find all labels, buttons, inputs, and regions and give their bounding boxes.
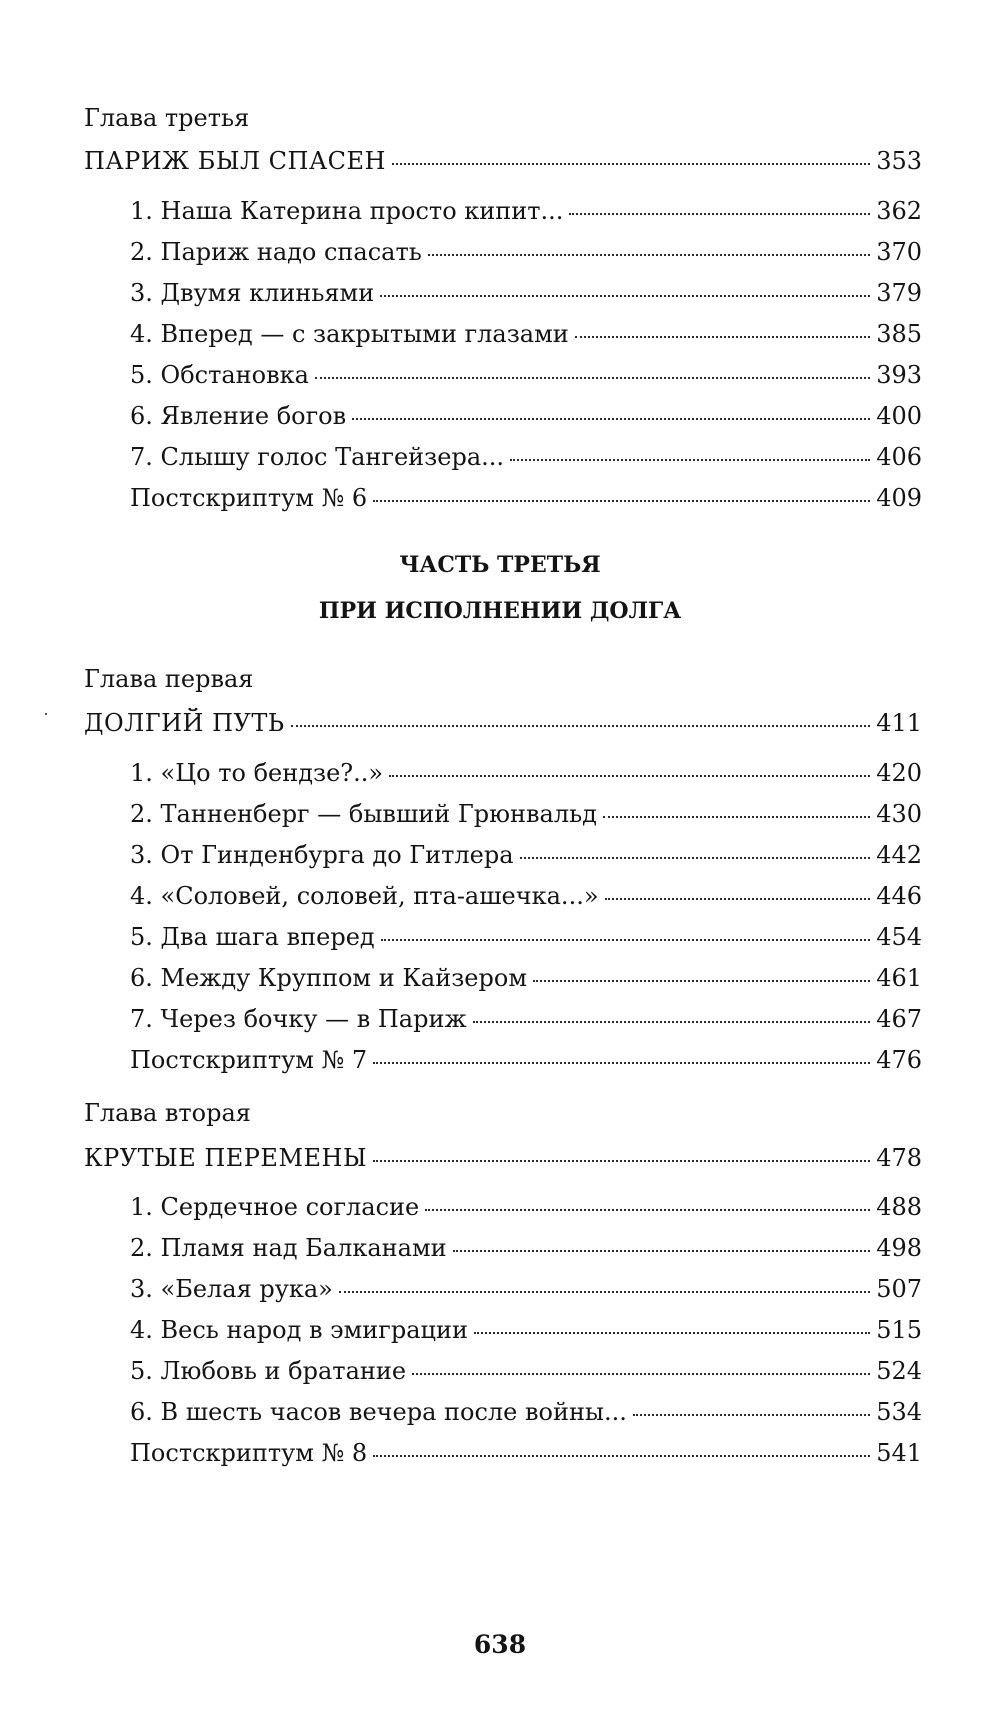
page-number: 638 bbox=[473, 1630, 527, 1659]
toc-row bbox=[130, 1230, 922, 1266]
toc-page-number: 461 bbox=[876, 964, 922, 992]
dot-leader bbox=[339, 1291, 870, 1293]
chapter-label: Глава вторая bbox=[84, 1099, 251, 1127]
toc-item-title: 1. «Цо то бендзе?..» bbox=[130, 759, 384, 787]
toc-row bbox=[130, 480, 922, 516]
toc-item-title: 5. Обстановка bbox=[130, 361, 309, 389]
toc-page-number: 379 bbox=[876, 279, 922, 307]
toc-item-title: 3. Двумя клиньями bbox=[130, 279, 375, 307]
dot-leader bbox=[381, 939, 871, 941]
dot-leader bbox=[392, 163, 870, 165]
toc-chapter-title: ПАРИЖ БЫЛ СПАСЕН bbox=[84, 147, 386, 175]
toc-page-number: 400 bbox=[876, 402, 922, 430]
toc-item-title: 3. От Гинденбурга до Гитлера bbox=[130, 841, 514, 869]
toc-row bbox=[130, 1001, 922, 1037]
toc-page-number: 454 bbox=[876, 923, 922, 951]
margin-speck bbox=[45, 713, 47, 715]
part-title: ПРИ ИСПОЛНЕНИИ ДОЛГА bbox=[318, 598, 682, 624]
dot-leader bbox=[453, 1250, 871, 1252]
toc-item-title: 6. В шесть часов вечера после войны... bbox=[130, 1398, 627, 1426]
toc-row bbox=[130, 837, 922, 873]
toc-item-title: Постскриптум № 8 bbox=[130, 1439, 368, 1467]
dot-leader bbox=[575, 336, 870, 338]
toc-row bbox=[130, 398, 922, 434]
toc-page-number: 507 bbox=[876, 1275, 922, 1303]
toc-item-title: 1. Сердечное согласие bbox=[130, 1193, 420, 1221]
toc-chapter-row bbox=[84, 1140, 922, 1176]
chapter-label: Глава первая bbox=[84, 665, 254, 693]
toc-page-number: 362 bbox=[876, 197, 922, 225]
toc-row bbox=[130, 1353, 922, 1389]
toc-item-title: 4. Вперед — с закрытыми глазами bbox=[130, 320, 569, 348]
dot-leader bbox=[380, 295, 870, 297]
toc-item-title: 7. Через бочку — в Париж bbox=[130, 1005, 467, 1033]
toc-page-number: 541 bbox=[876, 1439, 922, 1467]
toc-item-title: 1. Наша Катерина просто кипит... bbox=[130, 197, 564, 225]
toc-item-title: 6. Явление богов bbox=[130, 402, 347, 430]
toc-item-title: 5. Любовь и братание bbox=[130, 1357, 407, 1385]
toc-row bbox=[130, 755, 922, 791]
toc-page-number: 411 bbox=[876, 709, 922, 737]
dot-leader bbox=[633, 1414, 870, 1416]
toc-row bbox=[130, 193, 922, 229]
toc-row bbox=[130, 1189, 922, 1225]
toc-page-number: 385 bbox=[876, 320, 922, 348]
dot-leader bbox=[428, 254, 870, 256]
toc-row bbox=[130, 1271, 922, 1307]
dot-leader bbox=[373, 1455, 870, 1457]
toc-row bbox=[130, 1312, 922, 1348]
dot-leader bbox=[510, 459, 870, 461]
toc-page-number: 353 bbox=[876, 147, 922, 175]
dot-leader bbox=[352, 418, 870, 420]
toc-page-number: 488 bbox=[876, 1193, 922, 1221]
toc-page-number: 467 bbox=[876, 1005, 922, 1033]
toc-item-title: 4. Весь народ в эмиграции bbox=[130, 1316, 468, 1344]
toc-row bbox=[130, 878, 922, 914]
toc-row bbox=[130, 960, 922, 996]
dot-leader bbox=[605, 898, 871, 900]
toc-row bbox=[130, 1394, 922, 1430]
toc-page-number: 534 bbox=[876, 1398, 922, 1426]
toc-item-title: 4. «Соловей, соловей, пта-ашечка...» bbox=[130, 882, 599, 910]
toc-item-title: 2. Пламя над Балканами bbox=[130, 1234, 447, 1262]
dot-leader bbox=[315, 377, 870, 379]
dot-leader bbox=[373, 500, 870, 502]
toc-item-title: 2. Париж надо спасать bbox=[130, 238, 422, 266]
toc-page-number: 515 bbox=[876, 1316, 922, 1344]
dot-leader bbox=[520, 857, 871, 859]
part-label: ЧАСТЬ ТРЕТЬЯ bbox=[399, 552, 601, 578]
toc-item-title: 7. Слышу голос Тангейзера... bbox=[130, 443, 505, 471]
dot-leader bbox=[569, 213, 870, 215]
toc-item-title: Постскриптум № 7 bbox=[130, 1046, 368, 1074]
toc-chapter-row bbox=[84, 143, 922, 179]
toc-page-number: 420 bbox=[876, 759, 922, 787]
toc-row bbox=[130, 1435, 922, 1471]
toc-page-number: 476 bbox=[876, 1046, 922, 1074]
toc-item-title: 2. Танненберг — бывший Грюнвальд bbox=[130, 800, 597, 828]
dot-leader bbox=[373, 1062, 870, 1064]
toc-row bbox=[130, 796, 922, 832]
toc-item-title: 3. «Белая рука» bbox=[130, 1275, 333, 1303]
dot-leader bbox=[389, 775, 870, 777]
toc-row bbox=[130, 275, 922, 311]
toc-page-number: 430 bbox=[876, 800, 922, 828]
toc-row bbox=[130, 316, 922, 352]
toc-chapter-title: КРУТЫЕ ПЕРЕМЕНЫ bbox=[84, 1144, 368, 1172]
toc-row bbox=[130, 234, 922, 270]
dot-leader bbox=[473, 1021, 871, 1023]
dot-leader bbox=[373, 1160, 870, 1162]
toc-page-number: 393 bbox=[876, 361, 922, 389]
toc-item-title: 5. Два шага вперед bbox=[130, 923, 375, 951]
toc-page-number: 370 bbox=[876, 238, 922, 266]
dot-leader bbox=[291, 725, 871, 727]
toc-page-number: 498 bbox=[876, 1234, 922, 1262]
toc-row bbox=[130, 1042, 922, 1078]
toc-chapter-row bbox=[84, 705, 922, 741]
toc-page-number: 406 bbox=[876, 443, 922, 471]
toc-page-number: 442 bbox=[876, 841, 922, 869]
dot-leader bbox=[425, 1209, 870, 1211]
toc-page-number: 409 bbox=[876, 484, 922, 512]
toc-page-number: 446 bbox=[876, 882, 922, 910]
toc-chapter-title: ДОЛГИЙ ПУТЬ bbox=[84, 709, 285, 737]
chapter-label: Глава третья bbox=[84, 104, 250, 132]
dot-leader bbox=[603, 816, 870, 818]
toc-row bbox=[130, 919, 922, 955]
toc-row bbox=[130, 357, 922, 393]
dot-leader bbox=[412, 1373, 870, 1375]
toc-row bbox=[130, 439, 922, 475]
dot-leader bbox=[533, 980, 870, 982]
toc-page-number: 524 bbox=[876, 1357, 922, 1385]
toc-page-number: 478 bbox=[876, 1144, 922, 1172]
toc-item-title: 6. Между Круппом и Кайзером bbox=[130, 964, 527, 992]
toc-item-title: Постскриптум № 6 bbox=[130, 484, 368, 512]
dot-leader bbox=[474, 1332, 870, 1334]
